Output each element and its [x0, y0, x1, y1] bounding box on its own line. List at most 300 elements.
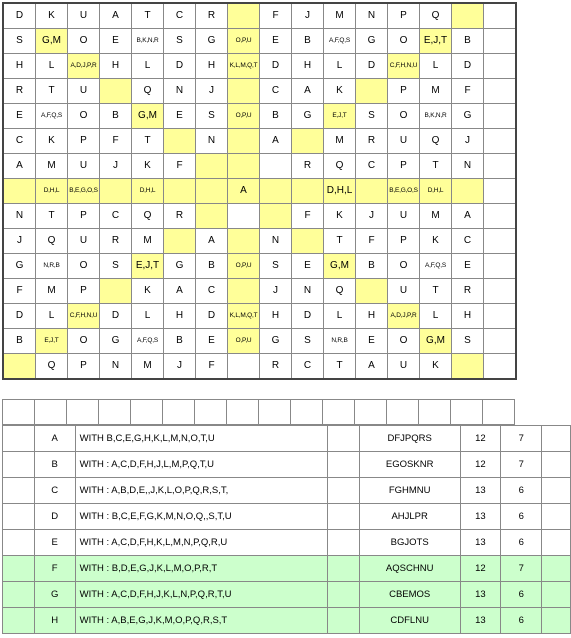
- grid-cell: L: [36, 54, 68, 79]
- grid-cell: L: [420, 304, 452, 329]
- grid-cell: N: [356, 3, 388, 29]
- legend-row: [3, 608, 571, 634]
- grid-cell: O,P,U: [228, 329, 260, 354]
- grid-cell: J: [3, 229, 36, 254]
- grid-row: [3, 229, 516, 254]
- legend-spacer-cell: [542, 504, 571, 530]
- empty-cell: [419, 400, 451, 425]
- grid-cell: D: [196, 304, 228, 329]
- grid-cell: U: [388, 354, 420, 380]
- grid-cell: C: [196, 279, 228, 304]
- grid-cell: E,J,T: [324, 104, 356, 129]
- grid-cell: [484, 354, 517, 380]
- legend-letter: A: [34, 426, 75, 452]
- legend-count-a: 12: [460, 426, 501, 452]
- grid-cell: S: [292, 329, 324, 354]
- legend-code: CBEMOS: [359, 582, 460, 608]
- empty-cell: [483, 400, 515, 425]
- grid-row: [3, 79, 516, 104]
- legend-count-a: 12: [460, 556, 501, 582]
- grid-cell: D,H,L: [420, 179, 452, 204]
- legend-spacer-cell: [3, 556, 35, 582]
- grid-cell: O: [68, 254, 100, 279]
- legend-row: [3, 452, 571, 478]
- grid-cell: F: [452, 79, 484, 104]
- grid-cell: D: [100, 304, 132, 329]
- grid-cell: S: [196, 104, 228, 129]
- grid-cell: U: [68, 154, 100, 179]
- grid-cell: C: [3, 129, 36, 154]
- grid-cell: R: [100, 229, 132, 254]
- grid-cell: E: [100, 29, 132, 54]
- grid-cell: O,P,U: [228, 104, 260, 129]
- legend-row: [3, 504, 571, 530]
- grid-cell: R: [452, 279, 484, 304]
- grid-row: [3, 354, 516, 380]
- legend-count-a: 13: [460, 582, 501, 608]
- grid-cell: G: [3, 254, 36, 279]
- legend-code: DFJPQRS: [359, 426, 460, 452]
- legend-spacer-cell: [3, 504, 35, 530]
- grid-cell: H: [292, 54, 324, 79]
- grid-cell: [196, 204, 228, 229]
- legend-count-b: 6: [501, 530, 542, 556]
- grid-cell: A: [260, 129, 292, 154]
- legend-count-b: 6: [501, 478, 542, 504]
- grid-cell: [228, 204, 260, 229]
- grid-cell: [228, 154, 260, 179]
- grid-cell: [228, 354, 260, 380]
- grid-cell: [228, 3, 260, 29]
- grid-cell: R: [164, 204, 196, 229]
- grid-cell: B: [164, 329, 196, 354]
- grid-cell: [260, 179, 292, 204]
- grid-cell: H: [260, 304, 292, 329]
- grid-cell: Q: [324, 154, 356, 179]
- grid-cell: E: [452, 254, 484, 279]
- grid-cell: H: [100, 54, 132, 79]
- grid-cell: K: [36, 3, 68, 29]
- grid-cell: J: [452, 129, 484, 154]
- legend-letter: C: [34, 478, 75, 504]
- grid-cell: J: [196, 79, 228, 104]
- grid-cell: O: [68, 329, 100, 354]
- grid-cell: U: [388, 279, 420, 304]
- grid-cell: M: [132, 354, 164, 380]
- grid-cell: A,D,J,P,R: [68, 54, 100, 79]
- grid-cell: T: [324, 229, 356, 254]
- legend-count-a: 13: [460, 504, 501, 530]
- grid-cell: [260, 154, 292, 179]
- grid-cell: [100, 179, 132, 204]
- grid-cell: S: [452, 329, 484, 354]
- grid-cell: O,P,U: [228, 29, 260, 54]
- empty-cell: [227, 400, 259, 425]
- grid-cell: R: [196, 3, 228, 29]
- grid-cell: F: [164, 154, 196, 179]
- grid-cell: [292, 229, 324, 254]
- grid-cell: P: [68, 354, 100, 380]
- legend-row: [3, 556, 571, 582]
- grid-cell: R: [292, 154, 324, 179]
- legend-letter: G: [34, 582, 75, 608]
- grid-cell: R: [3, 79, 36, 104]
- grid-cell: F: [100, 129, 132, 154]
- grid-cell: U: [388, 129, 420, 154]
- grid-cell: A,F,Q,S: [132, 329, 164, 354]
- letter-grid: [2, 2, 517, 380]
- grid-cell: C: [292, 354, 324, 380]
- legend-count-b: 6: [501, 504, 542, 530]
- grid-cell: T: [420, 154, 452, 179]
- grid-cell: J: [260, 279, 292, 304]
- grid-cell: [452, 179, 484, 204]
- grid-cell: A: [452, 204, 484, 229]
- grid-cell: [292, 129, 324, 154]
- grid-cell: [484, 154, 517, 179]
- legend-row: [3, 426, 571, 452]
- grid-cell: F: [292, 204, 324, 229]
- grid-cell: U: [68, 229, 100, 254]
- empty-cell: [195, 400, 227, 425]
- grid-cell: [484, 104, 517, 129]
- legend-letter: E: [34, 530, 75, 556]
- grid-cell: U: [68, 3, 100, 29]
- legend-with-list: WITH : A,C,D,F,H,J,K,L,N,P,Q,R,T,U: [75, 582, 327, 608]
- grid-cell: [484, 304, 517, 329]
- grid-cell: H: [356, 304, 388, 329]
- grid-cell: [484, 29, 517, 54]
- grid-cell: N,R,B: [324, 329, 356, 354]
- legend-code: AQSCHNU: [359, 556, 460, 582]
- grid-cell: [228, 229, 260, 254]
- legend-spacer-cell: [328, 582, 360, 608]
- grid-cell: P: [388, 79, 420, 104]
- legend-spacer-cell: [3, 582, 35, 608]
- grid-cell: E: [356, 329, 388, 354]
- grid-cell: N: [196, 129, 228, 154]
- grid-cell: D: [3, 3, 36, 29]
- grid-cell: L: [324, 304, 356, 329]
- grid-cell: O: [388, 254, 420, 279]
- legend-row: [3, 478, 571, 504]
- empty-cell: [291, 400, 323, 425]
- grid-cell: J: [100, 154, 132, 179]
- grid-cell: A,F,Q,S: [420, 254, 452, 279]
- grid-cell: M: [420, 79, 452, 104]
- grid-cell: S: [100, 254, 132, 279]
- grid-cell: C: [260, 79, 292, 104]
- grid-cell: K: [36, 129, 68, 154]
- grid-cell: O: [68, 29, 100, 54]
- legend-letter: B: [34, 452, 75, 478]
- grid-cell: A,F,Q,S: [324, 29, 356, 54]
- grid-cell: H: [3, 54, 36, 79]
- grid-cell: K: [132, 279, 164, 304]
- grid-cell: G: [100, 329, 132, 354]
- grid-cell: O: [388, 329, 420, 354]
- grid-cell: U: [68, 79, 100, 104]
- grid-cell: F: [196, 354, 228, 380]
- grid-cell: C,F,H,N,U: [388, 54, 420, 79]
- grid-cell: A: [164, 279, 196, 304]
- legend-letter: F: [34, 556, 75, 582]
- grid-cell: Q: [132, 79, 164, 104]
- legend-code: EGOSKNR: [359, 452, 460, 478]
- grid-cell: K: [420, 229, 452, 254]
- grid-row: [3, 104, 516, 129]
- empty-cell: [35, 400, 67, 425]
- grid-cell: K,L,M,Q,T: [228, 54, 260, 79]
- grid-cell: Q: [36, 354, 68, 380]
- grid-cell: S: [260, 254, 292, 279]
- grid-cell: S: [164, 29, 196, 54]
- grid-cell: [484, 279, 517, 304]
- grid-cell: N: [164, 79, 196, 104]
- empty-cell: [387, 400, 419, 425]
- grid-cell: H: [196, 54, 228, 79]
- grid-cell: J: [292, 3, 324, 29]
- grid-cell: D: [292, 304, 324, 329]
- grid-cell: A: [3, 154, 36, 179]
- grid-row: [3, 154, 516, 179]
- grid-cell: C: [452, 229, 484, 254]
- grid-cell: K: [324, 79, 356, 104]
- grid-cell: C: [356, 154, 388, 179]
- grid-cell: T: [36, 204, 68, 229]
- grid-cell: [260, 204, 292, 229]
- grid-cell: G,M: [420, 329, 452, 354]
- grid-cell: M: [36, 154, 68, 179]
- grid-cell: T: [132, 129, 164, 154]
- legend-spacer-cell: [542, 452, 571, 478]
- grid-cell: M: [36, 279, 68, 304]
- grid-cell: O: [388, 104, 420, 129]
- grid-cell: G: [452, 104, 484, 129]
- grid-row: [3, 54, 516, 79]
- legend-count-b: 6: [501, 608, 542, 634]
- legend-count-a: 13: [460, 608, 501, 634]
- grid-cell: P: [388, 154, 420, 179]
- grid-cell: B: [356, 254, 388, 279]
- grid-row: [3, 129, 516, 154]
- legend-letter: D: [34, 504, 75, 530]
- grid-cell: B: [452, 29, 484, 54]
- grid-cell: [3, 354, 36, 380]
- grid-cell: D,H,L: [132, 179, 164, 204]
- grid-cell: A: [228, 179, 260, 204]
- legend-spacer-cell: [3, 530, 35, 556]
- grid-row: [3, 204, 516, 229]
- legend-row: [3, 530, 571, 556]
- grid-cell: D: [3, 304, 36, 329]
- grid-cell: L: [132, 304, 164, 329]
- grid-cell: N: [452, 154, 484, 179]
- grid-cell: [100, 79, 132, 104]
- legend-with-list: WITH B,C,E,G,H,K,L,M,N,O,T,U: [75, 426, 327, 452]
- grid-row: [3, 304, 516, 329]
- grid-cell: D: [164, 54, 196, 79]
- empty-cell: [355, 400, 387, 425]
- grid-cell: [100, 279, 132, 304]
- grid-cell: [356, 279, 388, 304]
- grid-cell: E: [260, 29, 292, 54]
- grid-cell: T: [324, 354, 356, 380]
- grid-cell: J: [164, 354, 196, 380]
- grid-cell: M: [420, 204, 452, 229]
- legend-spacer-cell: [328, 478, 360, 504]
- grid-cell: N: [260, 229, 292, 254]
- grid-cell: T: [132, 3, 164, 29]
- legend-spacer-cell: [3, 478, 35, 504]
- grid-cell: N: [3, 204, 36, 229]
- grid-cell: [228, 129, 260, 154]
- grid-cell: G: [260, 329, 292, 354]
- grid-cell: P: [388, 3, 420, 29]
- legend-count-b: 7: [501, 426, 542, 452]
- grid-cell: P: [388, 229, 420, 254]
- grid-cell: B: [3, 329, 36, 354]
- grid-cell: [484, 3, 517, 29]
- grid-cell: B,E,G,O,S: [388, 179, 420, 204]
- grid-cell: [356, 79, 388, 104]
- legend-spacer-cell: [542, 478, 571, 504]
- grid-cell: G: [292, 104, 324, 129]
- grid-row: [3, 3, 516, 29]
- grid-cell: G,M: [324, 254, 356, 279]
- grid-cell: M: [324, 3, 356, 29]
- grid-cell: N,R,B: [36, 254, 68, 279]
- legend-spacer-cell: [542, 426, 571, 452]
- empty-cell: [451, 400, 483, 425]
- grid-cell: G: [196, 29, 228, 54]
- grid-cell: B: [196, 254, 228, 279]
- grid-cell: O: [68, 104, 100, 129]
- grid-cell: [484, 329, 517, 354]
- legend-spacer-cell: [542, 556, 571, 582]
- legend-spacer-cell: [542, 608, 571, 634]
- legend-spacer-cell: [328, 504, 360, 530]
- grid-row: [3, 29, 516, 54]
- grid-cell: [164, 179, 196, 204]
- grid-cell: [164, 129, 196, 154]
- grid-cell: [356, 179, 388, 204]
- legend-count-b: 6: [501, 582, 542, 608]
- grid-cell: E: [3, 104, 36, 129]
- grid-row: [3, 254, 516, 279]
- grid-cell: E: [292, 254, 324, 279]
- grid-cell: E,J,T: [420, 29, 452, 54]
- grid-cell: G,M: [132, 104, 164, 129]
- grid-cell: P: [68, 204, 100, 229]
- grid-cell: C,F,H,N,U: [68, 304, 100, 329]
- grid-cell: D: [260, 54, 292, 79]
- grid-cell: C: [164, 3, 196, 29]
- legend-spacer-cell: [328, 608, 360, 634]
- grid-cell: P: [68, 129, 100, 154]
- grid-cell: O,P,U: [228, 254, 260, 279]
- grid-cell: B: [260, 104, 292, 129]
- grid-cell: G: [356, 29, 388, 54]
- legend-code: CDFLNU: [359, 608, 460, 634]
- grid-cell: F: [356, 229, 388, 254]
- grid-cell: E,J,T: [132, 254, 164, 279]
- grid-cell: S: [356, 104, 388, 129]
- grid-cell: A: [100, 3, 132, 29]
- legend-with-list: WITH : B,D,E,G,J,K,L,M,O,P,R,T: [75, 556, 327, 582]
- empty-cell: [131, 400, 163, 425]
- grid-cell: G: [164, 254, 196, 279]
- grid-cell: A: [292, 79, 324, 104]
- grid-cell: Q: [420, 3, 452, 29]
- empty-cell: [67, 400, 99, 425]
- grid-cell: [228, 279, 260, 304]
- grid-cell: D: [452, 54, 484, 79]
- legend-spacer-cell: [542, 530, 571, 556]
- grid-cell: J: [356, 204, 388, 229]
- grid-cell: [196, 154, 228, 179]
- grid-cell: C: [100, 204, 132, 229]
- grid-cell: U: [388, 204, 420, 229]
- grid-cell: [3, 179, 36, 204]
- grid-cell: [164, 229, 196, 254]
- grid-cell: H: [452, 304, 484, 329]
- grid-cell: E,J,T: [36, 329, 68, 354]
- legend-count-b: 7: [501, 556, 542, 582]
- pairing-legend-table: [2, 425, 571, 634]
- grid-cell: [452, 354, 484, 380]
- grid-cell: [228, 79, 260, 104]
- grid-cell: [484, 54, 517, 79]
- empty-cell: [259, 400, 291, 425]
- legend-with-list: WITH : A,B,E,G,J,K,M,O,P,Q,R,S,T: [75, 608, 327, 634]
- grid-cell: B,K,N,R: [420, 104, 452, 129]
- legend-code: BGJOTS: [359, 530, 460, 556]
- grid-cell: M: [324, 129, 356, 154]
- grid-cell: [452, 3, 484, 29]
- grid-cell: E: [164, 104, 196, 129]
- grid-cell: F: [3, 279, 36, 304]
- grid-cell: K: [132, 154, 164, 179]
- grid-cell: A: [196, 229, 228, 254]
- grid-cell: B: [292, 29, 324, 54]
- legend-count-a: 13: [460, 478, 501, 504]
- legend-row: [3, 582, 571, 608]
- grid-cell: S: [3, 29, 36, 54]
- grid-cell: Q: [36, 229, 68, 254]
- grid-cell: A: [356, 354, 388, 380]
- legend-with-list: WITH : A,B,D,E,,J,K,L,O,P,Q,R,S,T,: [75, 478, 327, 504]
- grid-cell: [484, 129, 517, 154]
- grid-cell: L: [36, 304, 68, 329]
- grid-cell: [484, 204, 517, 229]
- grid-cell: Q: [324, 279, 356, 304]
- legend-spacer-cell: [328, 556, 360, 582]
- grid-cell: [292, 179, 324, 204]
- grid-cell: A,F,Q,S: [36, 104, 68, 129]
- grid-cell: N: [292, 279, 324, 304]
- empty-cell: [163, 400, 195, 425]
- legend-spacer-cell: [3, 452, 35, 478]
- legend-spacer-cell: [328, 530, 360, 556]
- grid-row: [3, 329, 516, 354]
- legend-with-list: WITH : A,C,D,F,H,J,L,M,P,Q,T,U: [75, 452, 327, 478]
- legend-letter: H: [34, 608, 75, 634]
- grid-cell: N: [100, 354, 132, 380]
- legend-spacer-cell: [3, 426, 35, 452]
- grid-cell: L: [324, 54, 356, 79]
- grid-cell: E: [196, 329, 228, 354]
